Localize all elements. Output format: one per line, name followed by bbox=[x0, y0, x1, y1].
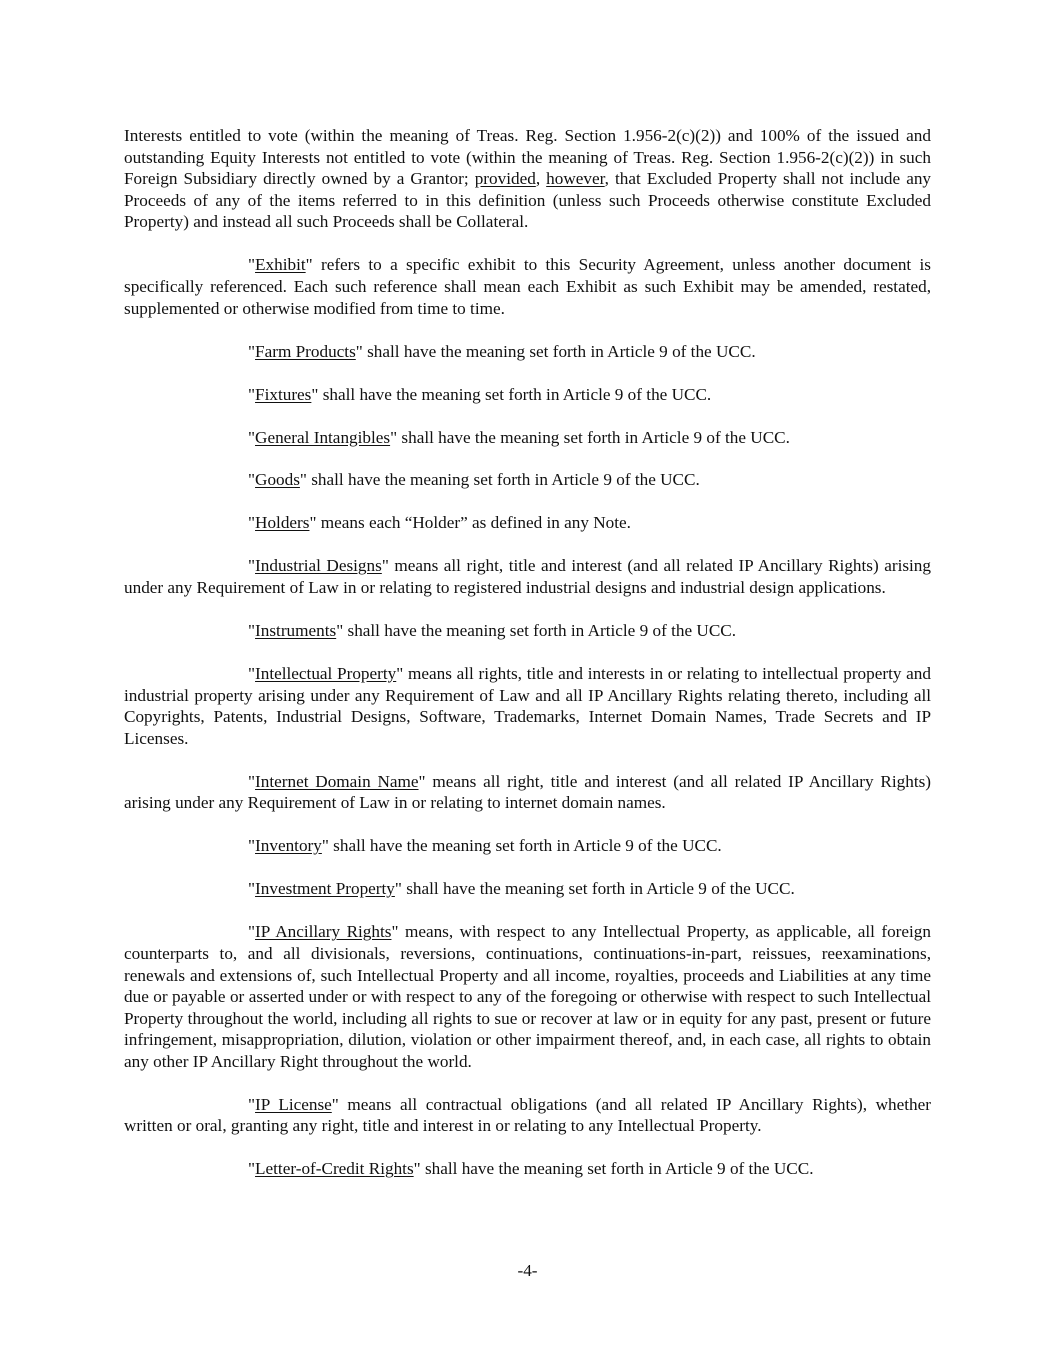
definition-farm-products: "Farm Products" shall have the meaning set forth in Article 9 of the UCC. bbox=[248, 341, 756, 361]
however-term: however bbox=[546, 169, 605, 189]
defined-term: IP License bbox=[255, 1094, 332, 1114]
defined-term: Inventory bbox=[255, 836, 322, 856]
defined-term: Farm Products bbox=[255, 341, 356, 361]
page-number: -4- bbox=[517, 1261, 538, 1280]
defined-term: Internet Domain Name bbox=[255, 771, 419, 791]
definition-goods: "Goods" shall have the meaning set forth in Article 9 of the UCC. bbox=[248, 470, 700, 490]
definition-exhibit: "Exhibit" refers to a specific exhibit to this Security Agreement, unless another document is specifically referenced. Each such reference shall mean each Exhibit as such Exhibit may be amended, restated, supplemented or otherwise modified from time to time. bbox=[124, 255, 931, 318]
definition-intellectual-property: "Intellectual Property" means all rights, title and interests in or relating to intellectual property and industrial property arising under any Requirement of Law and all IP Ancillary Rights relating thereto, including all Copyrights, Patents, Industrial Designs, Software, Trademarks, Internet Domain Names, Trade Secrets and IP Licenses. bbox=[124, 664, 931, 748]
definition-instruments: "Instruments" shall have the meaning set forth in Article 9 of the UCC. bbox=[248, 621, 737, 641]
definition-ip-license: "IP License" means all contractual obligations (and all related IP Ancillary Rights), whether written or oral, granting any right, title and interest in or relating to any Intellectual Property. bbox=[124, 1094, 931, 1136]
defined-term: General Intangibles bbox=[255, 427, 391, 447]
definition-internet-domain-name: "Internet Domain Name" means all right, title and interest (and all related IP Ancillary Rights) arising under any Requirement of Law in or relating to internet domain names. bbox=[124, 771, 932, 813]
definition-industrial-designs: "Industrial Designs" means all right, title and interest (and all related IP Ancillary Rights) arising under any Requirement of Law in or relating to registered industrial designs and industrial design applications. bbox=[124, 556, 931, 598]
defined-term: Instruments bbox=[255, 621, 337, 641]
defined-term: Industrial Designs bbox=[255, 556, 382, 576]
definition-fixtures: "Fixtures" shall have the meaning set forth in Article 9 of the UCC. bbox=[248, 384, 712, 404]
defined-term: Investment Property bbox=[255, 879, 395, 899]
defined-term: Intellectual Property bbox=[255, 664, 397, 684]
defined-term: Exhibit bbox=[255, 255, 306, 275]
definition-ip-ancillary-rights: "IP Ancillary Rights" means, with respect to any Intellectual Property, as applicable, all foreign counterparts to, and all divisionals, reversions, continuations, continuations-in-part, reissues, reexaminations, renewals and extensions of, such Intellectual Property and all income, royalties, proceeds and Liabilities at any time due or payable or asserted under or with respect to any of the foregoing or otherwise with respect to such Intellectual Property throughout the world, including all rights to sue or recover at law or in equity for any past, present or future infringement, misappropriation, dilution, violation or other impairment thereof, and, in each case, all rights to obtain any other IP Ancillary Right throughout the world. bbox=[124, 922, 931, 1071]
defined-term: Fixtures bbox=[255, 384, 312, 404]
definition-general-intangibles: "General Intangibles" shall have the meaning set forth in Article 9 of the UCC. bbox=[248, 427, 790, 447]
provided-term: provided bbox=[474, 169, 536, 189]
definition-letter-of-credit-rights: "Letter-of-Credit Rights" shall have the meaning set forth in Article 9 of the UCC. bbox=[248, 1159, 814, 1179]
defined-term: Letter-of-Credit Rights bbox=[255, 1159, 414, 1179]
definition-investment-property: "Investment Property" shall have the meaning set forth in Article 9 of the UCC. bbox=[248, 879, 795, 899]
opening-paragraph: Interests entitled to vote (within the meaning of Treas. Reg. Section 1.956-2(c)(2)) and 100% of the issued and outstanding Equity Interests not entitled to vote (within the meaning of Treas. Reg. Section 1.956-2(c)(2)) in such Foreign Subsidiary directly owned by a Grantor; provided, however, that Excluded Property shall not include any Proceeds of any of the items referred to in this definition (unless such Proceeds otherwise constitute Excluded Property) and instead all such Proceeds shall be Collateral. bbox=[124, 126, 932, 232]
defined-term: Holders bbox=[255, 513, 310, 533]
definition-inventory: "Inventory" shall have the meaning set forth in Article 9 of the UCC. bbox=[248, 836, 722, 856]
definition-holders: "Holders" means each “Holder” as defined in any Note. bbox=[248, 513, 631, 533]
document-page bbox=[124, 125, 931, 1201]
defined-term: IP Ancillary Rights bbox=[255, 922, 392, 942]
defined-term: Goods bbox=[255, 470, 300, 490]
